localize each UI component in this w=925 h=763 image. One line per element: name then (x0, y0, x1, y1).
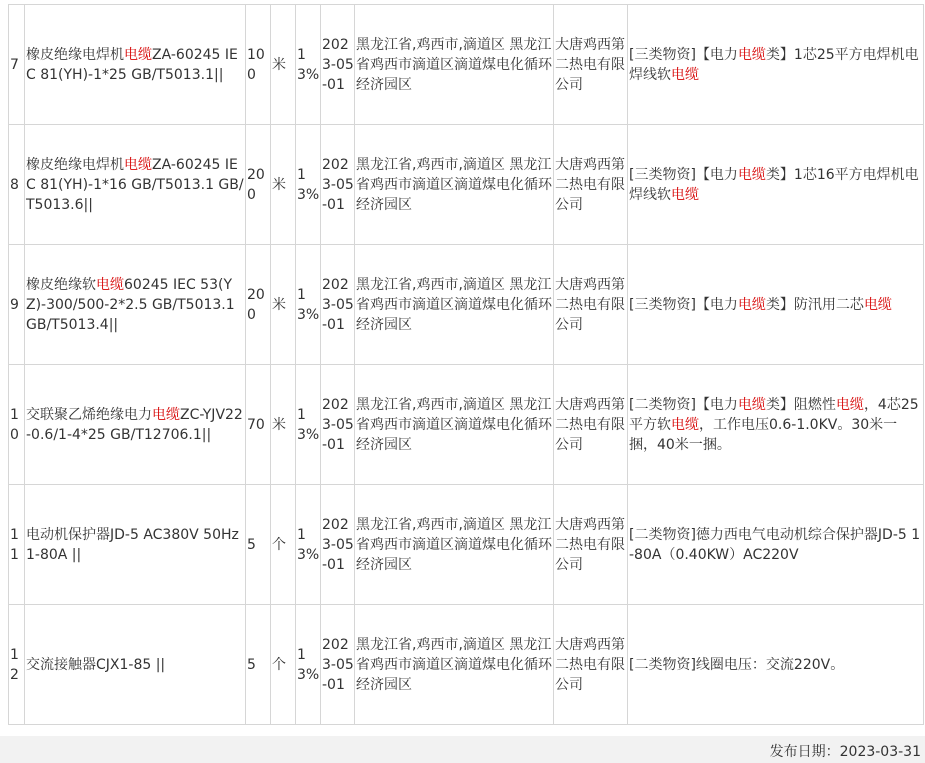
procurement-table (8, 4, 924, 725)
highlight-term: 电缆 (671, 186, 699, 203)
buyer-company: 大唐鸡西第二热电有限公司 (554, 5, 628, 125)
item-name: 橡皮绝缘电焊机电缆ZA-60245 IEC 81(YH)-1*25 GB/T5013.1|| (25, 5, 246, 125)
item-unit: 米 (271, 5, 296, 125)
publish-date-value: 2023-03-31 (839, 744, 921, 760)
item-description: [三类物资]【电力电缆类】1芯25平方电焊机电焊线软电缆 (628, 5, 924, 125)
delivery-address: 黑龙江省,鸡西市,滴道区 黑龙江省鸡西市滴道区滴道煤电化循环经济园区 (355, 245, 554, 365)
table-row (9, 485, 924, 605)
tax-rate: 13% (296, 605, 321, 725)
highlight-term: 电缆 (737, 296, 766, 313)
row-index: 11 (9, 485, 25, 605)
item-quantity: 5 (246, 485, 271, 605)
highlight-term: 电缆 (737, 396, 766, 413)
row-index: 10 (9, 365, 25, 485)
item-description: [三类物资]【电力电缆类】1芯16平方电焊机电焊线软电缆 (628, 125, 924, 245)
delivery-address: 黑龙江省,鸡西市,滴道区 黑龙江省鸡西市滴道区滴道煤电化循环经济园区 (355, 365, 554, 485)
highlight-term: 电缆 (671, 66, 699, 83)
table-row (9, 605, 924, 725)
delivery-date: 2023-05-01 (321, 605, 355, 725)
item-quantity: 5 (246, 605, 271, 725)
highlight-term: 电缆 (835, 396, 864, 413)
delivery-date: 2023-05-01 (321, 125, 355, 245)
table-row (9, 365, 924, 485)
table-row (9, 125, 924, 245)
tax-rate: 13% (296, 5, 321, 125)
table-row (9, 245, 924, 365)
highlight-term: 电缆 (96, 276, 124, 293)
highlight-term: 电缆 (152, 406, 180, 423)
delivery-date: 2023-05-01 (321, 245, 355, 365)
item-unit: 米 (271, 245, 296, 365)
tax-rate: 13% (296, 245, 321, 365)
delivery-address: 黑龙江省,鸡西市,滴道区 黑龙江省鸡西市滴道区滴道煤电化循环经济园区 (355, 605, 554, 725)
delivery-address: 黑龙江省,鸡西市,滴道区 黑龙江省鸡西市滴道区滴道煤电化循环经济园区 (355, 485, 554, 605)
row-index: 12 (9, 605, 25, 725)
table-row (9, 5, 924, 125)
buyer-company: 大唐鸡西第二热电有限公司 (554, 245, 628, 365)
row-index: 7 (9, 5, 25, 125)
item-name: 交联聚乙烯绝缘电力电缆ZC-YJV22-0.6/1-4*25 GB/T12706.1|| (25, 365, 246, 485)
delivery-date: 2023-05-01 (321, 365, 355, 485)
table-body (9, 5, 924, 725)
item-unit: 米 (271, 125, 296, 245)
highlight-term: 电缆 (863, 296, 892, 313)
item-name: 橡皮绝缘电焊机电缆ZA-60245 IEC 81(YH)-1*16 GB/T5013.1 GB/T5013.6|| (25, 125, 246, 245)
item-quantity: 200 (246, 125, 271, 245)
buyer-company: 大唐鸡西第二热电有限公司 (554, 485, 628, 605)
footer-bar (0, 736, 925, 763)
tax-rate: 13% (296, 125, 321, 245)
buyer-company: 大唐鸡西第二热电有限公司 (554, 605, 628, 725)
highlight-term: 电缆 (737, 46, 766, 63)
item-description: [二类物资]德力西电气电动机综合保护器JD-5 1-80A（0.40KW）AC220V (628, 485, 924, 605)
item-name: 电动机保护器JD-5 AC380V 50Hz 1-80A || (25, 485, 246, 605)
highlight-term: 电缆 (737, 166, 766, 183)
item-description: [三类物资]【电力电缆类】防汛用二芯电缆 (628, 245, 924, 365)
delivery-address: 黑龙江省,鸡西市,滴道区 黑龙江省鸡西市滴道区滴道煤电化循环经济园区 (355, 125, 554, 245)
publish-date-label: 发布日期： (769, 744, 840, 760)
item-name: 交流接触器CJX1-85 || (25, 605, 246, 725)
delivery-date: 2023-05-01 (321, 5, 355, 125)
item-description: [二类物资]线圈电压：交流220V。 (628, 605, 924, 725)
buyer-company: 大唐鸡西第二热电有限公司 (554, 365, 628, 485)
tax-rate: 13% (296, 365, 321, 485)
row-index: 9 (9, 245, 25, 365)
highlight-term: 电缆 (124, 46, 152, 63)
row-index: 8 (9, 125, 25, 245)
item-unit: 个 (271, 485, 296, 605)
item-quantity: 100 (246, 5, 271, 125)
tax-rate: 13% (296, 485, 321, 605)
buyer-company: 大唐鸡西第二热电有限公司 (554, 125, 628, 245)
highlight-term: 电缆 (671, 416, 699, 433)
item-unit: 米 (271, 365, 296, 485)
delivery-address: 黑龙江省,鸡西市,滴道区 黑龙江省鸡西市滴道区滴道煤电化循环经济园区 (355, 5, 554, 125)
item-quantity: 200 (246, 245, 271, 365)
item-description: [二类物资]【电力电缆类】阻燃性电缆，4芯25平方软电缆，工作电压0.6-1.0KV。30米一捆，40米一捆。 (628, 365, 924, 485)
item-name: 橡皮绝缘软电缆60245 IEC 53(YZ)-300/500-2*2.5 GB/T5013.1 GB/T5013.4|| (25, 245, 246, 365)
highlight-term: 电缆 (124, 156, 152, 173)
item-unit: 个 (271, 605, 296, 725)
delivery-date: 2023-05-01 (321, 485, 355, 605)
item-quantity: 70 (246, 365, 271, 485)
publish-date (770, 741, 921, 761)
